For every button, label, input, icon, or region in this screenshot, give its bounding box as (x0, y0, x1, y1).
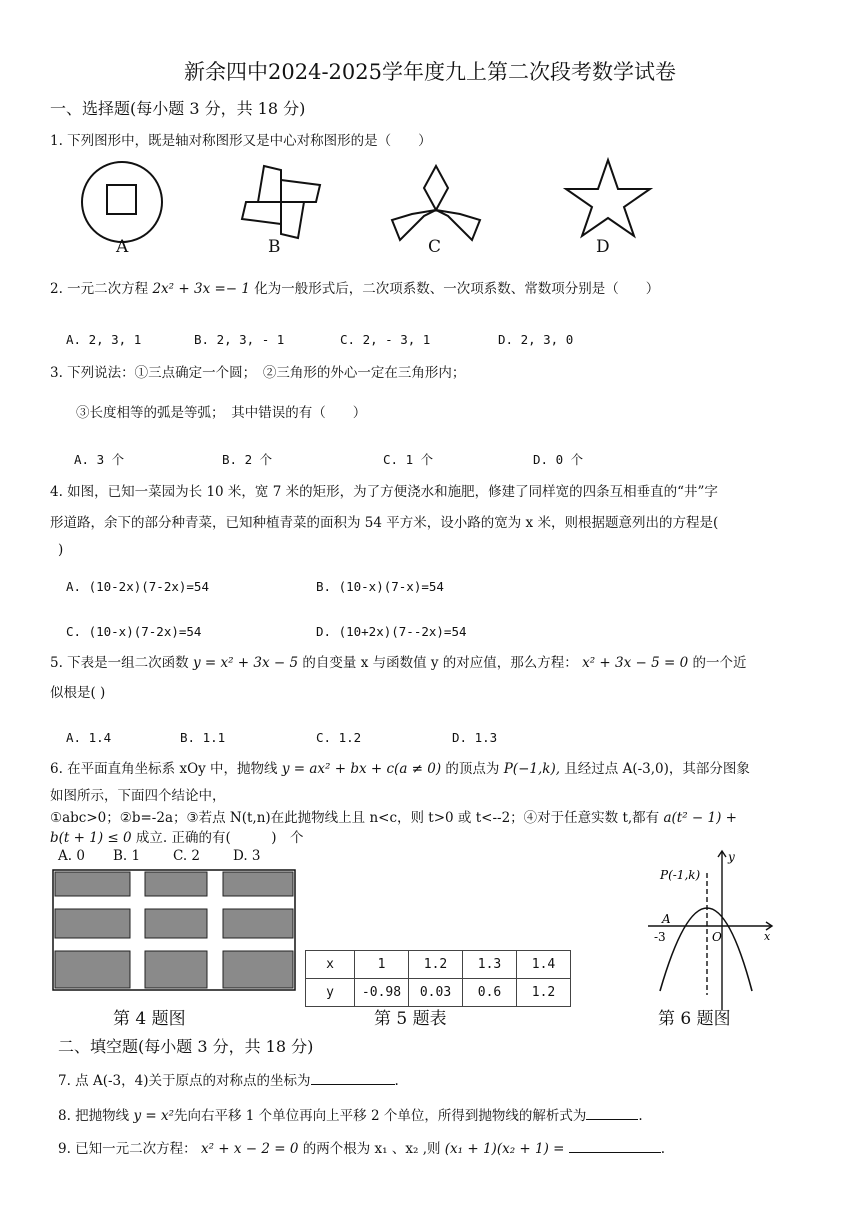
q6-line-1-pre: 6. 在平面直角坐标系 xOy 中，抛物线 (50, 761, 278, 777)
q6-option-b: B. 1 (113, 848, 141, 864)
q6-parabola-graph (640, 845, 780, 1015)
section-1-heading: 一、选择题(每小题 3 分，共 18 分) (50, 99, 306, 118)
q9-equation: x² + x − 2 = 0 (200, 1141, 299, 1157)
table-row-x (306, 951, 571, 979)
caption-q4: 第 4 题图 (113, 1009, 186, 1029)
q9-mid: 的两个根为 x₁ 、x₂ ,则 (302, 1141, 441, 1157)
exam-title: 新余四中2024-2025学年度九上第二次段考数学试卷 (184, 60, 676, 84)
table-cell: 0.03 (409, 979, 463, 1007)
q4-garden-figure (52, 869, 296, 991)
q2-option-d: D. 2, 3, 0 (498, 332, 574, 347)
q2-stem (50, 280, 659, 298)
table-cell: 1.2 (517, 979, 571, 1007)
q7-answer-blank[interactable] (311, 1070, 395, 1085)
table-cell: 1.2 (409, 951, 463, 979)
caption-q5: 第 5 题表 (374, 1009, 447, 1029)
q2-option-a: A. 2, 3, 1 (66, 332, 142, 347)
q5-stem (50, 654, 747, 672)
q5-stem-pre: 5. 下表是一组二次函数 (50, 655, 189, 671)
table-cell-x-label: x (306, 951, 355, 979)
q8-math: y = x² (133, 1108, 175, 1124)
q9-answer-blank[interactable] (569, 1138, 661, 1153)
q5-stem-mid: 的自变量 x 与函数值 y 的对应值，那么方程： (302, 655, 578, 671)
q5-option-a: A. 1.4 (66, 730, 112, 745)
q6-option-a: A. 0 (58, 848, 85, 864)
caption-q6: 第 6 题图 (658, 1009, 731, 1029)
y-axis-label: y (728, 850, 735, 864)
q7-end: . (394, 1073, 399, 1089)
q6-line-4-math: b(t + 1) ≤ 0 (50, 830, 132, 846)
q9-expression: (x₁ + 1)(x₂ + 1) = (444, 1141, 565, 1157)
q5-option-c: C. 1.2 (316, 730, 362, 745)
q6-line-3-pre: ①abc>0；②b=-2a；③若点 N(t,n)在此抛物线上且 n<c，则 t>0 或 t<--2；④对于任意实数 t,都有 (50, 810, 660, 826)
q1-stem: 1. 下列图形中，既是轴对称图形又是中心对称图形的是（ ） (50, 133, 432, 149)
section-2-heading: 二、填空题(每小题 3 分，共 18 分) (58, 1037, 314, 1056)
q5-value-table (305, 950, 571, 1007)
q3-option-d: D. 0 个 (533, 452, 584, 467)
q2-option-b: B. 2, 3, - 1 (194, 332, 285, 347)
q4-line-3: ) (58, 542, 64, 558)
q8-answer-blank[interactable] (586, 1105, 638, 1120)
vertex-label: P(-1,k) (660, 868, 701, 882)
q4-option-d: D. (10+2x)(7--2x)=54 (316, 624, 467, 639)
q9-end: . (660, 1141, 666, 1157)
q6-option-c: C. 2 (173, 848, 201, 864)
neg-3-label: -3 (654, 930, 666, 944)
q1-figure-c (386, 160, 486, 244)
q2-equation: 2x² + 3x =− 1 (152, 281, 250, 297)
q5-option-d: D. 1.3 (452, 730, 498, 745)
q5-equation: x² + 3x − 5 = 0 (582, 655, 689, 671)
table-row-y (306, 979, 571, 1007)
q1-label-b: B (268, 237, 281, 257)
table-cell: 1 (355, 951, 409, 979)
q6-vertex: P(−1,k), (503, 761, 560, 777)
q9-pre: 9. 已知一元二次方程： (58, 1141, 197, 1157)
q4-option-b: B. (10-x)(7-x)=54 (316, 579, 444, 594)
q5-function: y = x² + 3x − 5 (192, 655, 299, 671)
q6-line-1-mid: 的顶点为 (445, 761, 500, 777)
q2-option-c: C. 2, - 3, 1 (340, 332, 431, 347)
q6-line-3 (50, 809, 737, 827)
q6-parabola: y = ax² + bx + c(a ≠ 0) (281, 761, 442, 777)
q1-label-c: C (428, 237, 442, 257)
q7-text: 7. 点 A(-3，4)关于原点的对称点的坐标为 (58, 1073, 311, 1089)
origin-label: O (712, 930, 722, 944)
point-a-label: A (662, 912, 671, 926)
q2-stem-pre: 2. 一元二次方程 (50, 281, 149, 297)
q5-line-2: 似根是( ) (50, 685, 106, 701)
x-axis-label: x (764, 930, 771, 943)
q6-line-4 (50, 829, 304, 847)
q1-label-d: D (596, 237, 610, 257)
q6-line-1-post: 且经过点 A(-3,0)，其部分图象 (564, 761, 750, 777)
q3-option-b: B. 2 个 (222, 452, 273, 467)
q8-pre: 8. 把抛物线 (58, 1108, 130, 1124)
table-cell: 1.4 (517, 951, 571, 979)
q6-line-4-post: 成立. 正确的有( ) 个 (135, 830, 304, 846)
q7-stem (58, 1070, 399, 1090)
q4-line-2: 形道路，余下的部分种青菜，已知种植青菜的面积为 54 平方米，设小路的宽为 x 米，则根据题意列出的方程是( (50, 515, 719, 531)
q6-line-2: 如图所示，下面四个结论中， (50, 788, 226, 804)
q4-line-1: 4. 如图，已知一菜园为长 10 米，宽 7 米的矩形，为了方便浇水和施肥，修建了同样宽的四条互相垂直的“井”字 (50, 484, 718, 500)
q6-line-1 (50, 760, 750, 778)
q3-option-a: A. 3 个 (74, 452, 125, 467)
q1-figure-a (80, 160, 164, 244)
q5-option-b: B. 1.1 (180, 730, 226, 745)
q8-stem (58, 1105, 643, 1125)
table-cell-y-label: y (306, 979, 355, 1007)
q9-stem (58, 1138, 665, 1158)
table-cell: 1.3 (463, 951, 517, 979)
q3-option-c: C. 1 个 (383, 452, 434, 467)
q1-label-a: A (116, 237, 129, 257)
q8-end: . (638, 1108, 643, 1124)
q6-option-d: D. 3 (233, 848, 261, 864)
q3-line-1: 3. 下列说法：①三点确定一个圆； ②三角形的外心一定在三角形内； (50, 365, 466, 381)
q4-option-a: A. (10-2x)(7-2x)=54 (66, 579, 209, 594)
q2-stem-post: 化为一般形式后，二次项系数、一次项系数、常数项分别是（ ） (254, 281, 660, 297)
q3-line-2: ③长度相等的弧是等弧； 其中错误的有（ ） (76, 405, 367, 421)
q1-figure-d (560, 156, 656, 240)
q8-post: 先向右平移 1 个单位再向上平移 2 个单位，所得到抛物线的解析式为 (174, 1108, 587, 1124)
table-cell: 0.6 (463, 979, 517, 1007)
table-cell: -0.98 (355, 979, 409, 1007)
q4-option-c: C. (10-x)(7-2x)=54 (66, 624, 202, 639)
q5-stem-post: 的一个近 (692, 655, 747, 671)
q6-line-3-math: a(t² − 1) + (663, 810, 737, 826)
parabola-curve (660, 908, 752, 991)
q1-figure-b (236, 160, 326, 244)
